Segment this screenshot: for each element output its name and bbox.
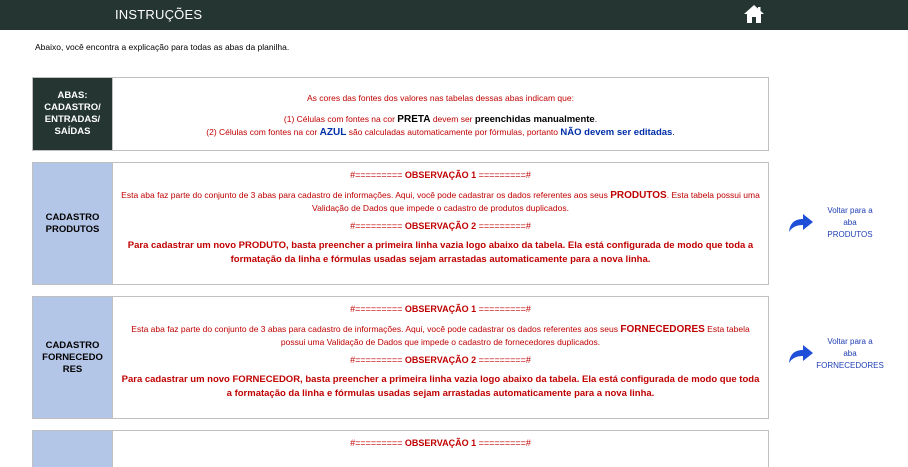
obs-delim: =========# bbox=[476, 170, 531, 180]
fornecedores-emphasis: FORNECEDORES bbox=[620, 324, 705, 335]
page-title: INSTRUÇÕES bbox=[115, 7, 203, 22]
curved-arrow-right-icon bbox=[787, 343, 815, 365]
obs-delim: #========= bbox=[350, 170, 405, 180]
section-lojas bbox=[32, 430, 769, 467]
obs2-text: Para cadastrar um novo FORNECEDOR, basta preencher a primeira linha vazia logo abaixo da tabela. Ela está configurada de modo que toda a formatação da linha e fórmulas usadas sejam arrastadas automaticamente para a nova linha. bbox=[121, 374, 760, 399]
obs-delim: =========# bbox=[476, 304, 531, 314]
rule-text: devem ser bbox=[430, 114, 475, 124]
section-fornecedores bbox=[32, 296, 769, 419]
obs2-heading bbox=[119, 354, 762, 366]
back-link-line[interactable]: aba bbox=[843, 218, 857, 227]
back-link-text[interactable] bbox=[815, 205, 885, 241]
curved-arrow-right-icon bbox=[787, 212, 815, 234]
obs1-text-a: Esta aba faz parte do conjunto de 3 abas para cadastro de informações. Aqui, você pode cadastrar os dados referentes aos seus bbox=[121, 190, 611, 200]
section-content bbox=[113, 297, 768, 418]
obs1-heading bbox=[119, 303, 762, 315]
rule-text: (2) Células com fontes na cor bbox=[206, 127, 320, 137]
section-label: CADASTRO PRODUTOS bbox=[33, 163, 113, 284]
rule-text: . bbox=[594, 114, 598, 124]
obs-delim: #========= bbox=[350, 304, 405, 314]
obs-title: OBSERVAÇÃO 2 bbox=[404, 355, 477, 365]
obs2-text: Para cadastrar um novo PRODUTO, basta preencher a primeira linha vazia logo abaixo da tabela. Ela está configurada de modo que toda a formatação da linha e fórmulas usadas sejam arrastadas automaticamente para a nova linha. bbox=[127, 240, 754, 265]
obs-delim: =========# bbox=[476, 355, 531, 365]
obs-delim: #========= bbox=[350, 438, 405, 448]
obs-delim: =========# bbox=[476, 221, 531, 231]
colors-intro: As cores das fontes dos valores nas tabelas dessas abas indicam que: bbox=[307, 93, 574, 103]
obs1-text bbox=[119, 323, 762, 348]
back-to-produtos-link[interactable] bbox=[787, 205, 897, 241]
top-bar bbox=[0, 0, 908, 30]
intro-text: Abaixo, você encontra a explicação para todas as abas da planilha. bbox=[35, 42, 290, 52]
obs1-heading bbox=[119, 169, 762, 181]
obs-delim: =========# bbox=[476, 438, 531, 448]
section-abas bbox=[32, 77, 769, 151]
obs-title: OBSERVAÇÃO 1 bbox=[404, 438, 477, 448]
obs1-text-b: Esta tabela possui uma Validação de Dados que impede o cadastro de fornecedores duplicados. bbox=[280, 324, 750, 347]
color-preta: PRETA bbox=[397, 114, 431, 125]
section-label bbox=[33, 431, 113, 467]
section-produtos bbox=[32, 162, 769, 285]
back-to-fornecedores-link[interactable] bbox=[787, 336, 897, 372]
color-azul: AZUL bbox=[319, 127, 347, 138]
obs-delim: #========= bbox=[350, 221, 405, 231]
rule-text: são calculadas automaticamente por fórmulas, portanto bbox=[346, 127, 561, 137]
obs1-text-b: . Esta tabela possui uma Validação de Dados que impede o cadastro de produtos duplicados. bbox=[312, 190, 760, 213]
section-content bbox=[113, 163, 768, 284]
obs1-text-a: Esta aba faz parte do conjunto de 3 abas para cadastro de informações. Aqui, você pode cadastrar os dados referentes aos seus bbox=[131, 324, 621, 334]
rule-blue bbox=[119, 126, 762, 139]
produtos-emphasis: PRODUTOS bbox=[610, 190, 667, 201]
section-label: ABAS: CADASTRO/ ENTRADAS/ SAÍDAS bbox=[33, 78, 113, 150]
nao-devem-ser-editadas: NÃO devem ser editadas bbox=[560, 127, 673, 138]
obs1-heading bbox=[119, 437, 762, 449]
back-link-line[interactable]: Voltar para a bbox=[827, 206, 873, 215]
home-icon[interactable] bbox=[743, 4, 765, 24]
obs-delim: #========= bbox=[350, 355, 405, 365]
obs-title: OBSERVAÇÃO 2 bbox=[404, 221, 477, 231]
back-link-line[interactable]: Voltar para a bbox=[827, 337, 873, 346]
back-link-text[interactable] bbox=[815, 336, 885, 372]
obs1-text bbox=[119, 189, 762, 214]
obs2-heading bbox=[119, 220, 762, 232]
section-content bbox=[113, 78, 768, 150]
obs-title: OBSERVAÇÃO 1 bbox=[404, 304, 477, 314]
preenchidas-manualmente: preenchidas manualmente bbox=[474, 114, 595, 125]
section-content bbox=[113, 431, 768, 467]
rule-black bbox=[119, 113, 762, 126]
rule-text: . bbox=[672, 127, 675, 137]
obs-title: OBSERVAÇÃO 1 bbox=[404, 170, 477, 180]
section-label: CADASTRO FORNECEDO RES bbox=[33, 297, 113, 418]
back-link-line[interactable]: FORNECEDORES bbox=[816, 361, 884, 370]
back-link-line[interactable]: PRODUTOS bbox=[827, 230, 873, 239]
rule-text: (1) Células com fontes na cor bbox=[283, 114, 398, 124]
back-link-line[interactable]: aba bbox=[843, 349, 857, 358]
